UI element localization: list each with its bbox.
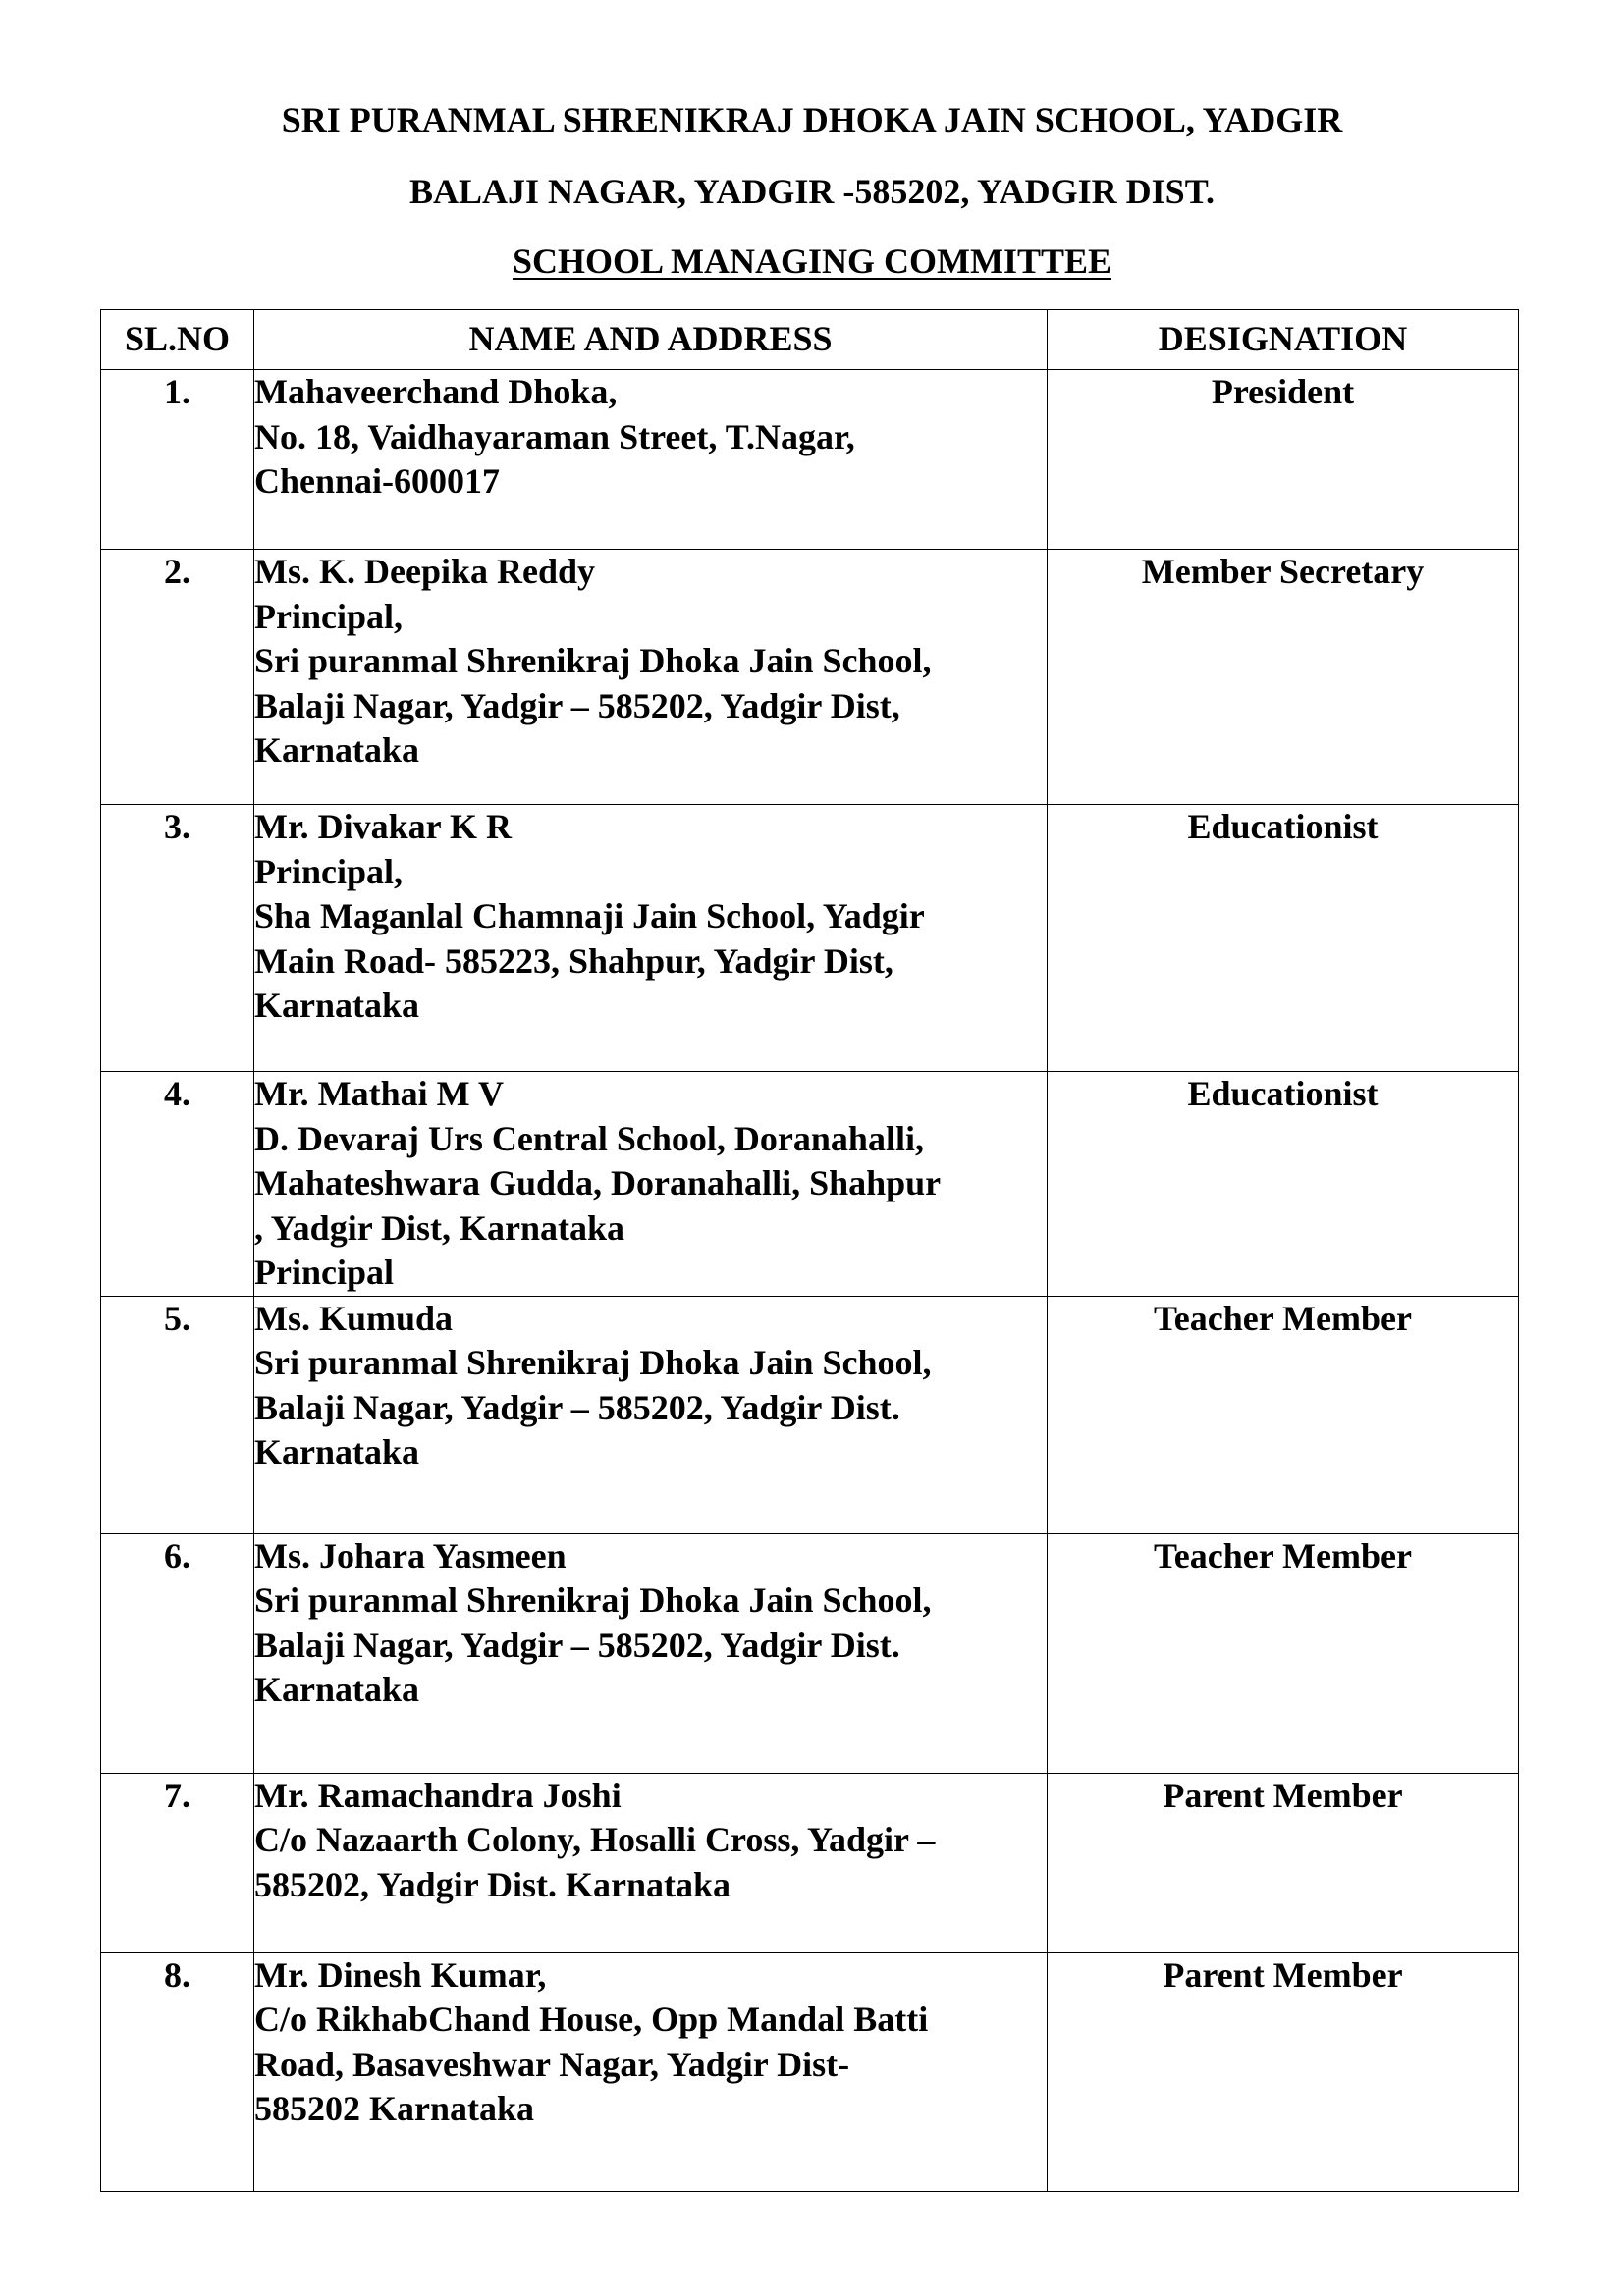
table-row: [101, 370, 1519, 550]
sl-no-cell: 6.: [101, 1533, 254, 1773]
designation-cell: Teacher Member: [1048, 1533, 1519, 1773]
table-row: [101, 1072, 1519, 1297]
designation-cell: Educationist: [1048, 805, 1519, 1072]
committee-table: [100, 309, 1519, 2192]
column-header-name-address: NAME AND ADDRESS: [254, 310, 1048, 370]
committee-title: SCHOOL MANAGING COMMITTEE: [512, 241, 1112, 281]
sl-no-cell: 4.: [101, 1072, 254, 1297]
name-address-cell: Mr. Dinesh Kumar, C/o RikhabChand House, Opp Mandal Batti Road, Basaveshwar Nagar, Yadgir Dist- 585202 Karnataka: [254, 1952, 1048, 2191]
column-header-designation: DESIGNATION: [1048, 310, 1519, 370]
name-address-cell: Mr. Ramachandra Joshi C/o Nazaarth Colony, Hosalli Cross, Yadgir – 585202, Yadgir Dist. Karnataka: [254, 1773, 1048, 1952]
name-address-cell: Ms. Kumuda Sri puranmal Shrenikraj Dhoka Jain School, Balaji Nagar, Yadgir – 585202, Yadgir Dist. Karnataka: [254, 1296, 1048, 1533]
column-header-slno: SL.NO: [101, 310, 254, 370]
designation-cell: Teacher Member: [1048, 1296, 1519, 1533]
table-row: [101, 1773, 1519, 1952]
sl-no-cell: 8.: [101, 1952, 254, 2191]
name-address-cell: Ms. Johara Yasmeen Sri puranmal Shrenikraj Dhoka Jain School, Balaji Nagar, Yadgir – 585202, Yadgir Dist. Karnataka: [254, 1533, 1048, 1773]
designation-cell: President: [1048, 370, 1519, 550]
table-row: [101, 550, 1519, 805]
school-address-heading: BALAJI NAGAR, YADGIR -585202, YADGIR DIST.: [408, 172, 1216, 211]
name-address-cell: Mr. Mathai M V D. Devaraj Urs Central School, Doranahalli, Mahateshwara Gudda, Doranahalli, Shahpur , Yadgir Dist, Karnataka Principal: [254, 1072, 1048, 1297]
table-header-row: [101, 310, 1519, 370]
sl-no-cell: 5.: [101, 1296, 254, 1533]
school-name-heading: SRI PURANMAL SHRENIKRAJ DHOKA JAIN SCHOOL, YADGIR: [281, 100, 1343, 139]
sl-no-cell: 7.: [101, 1773, 254, 1952]
sl-no-cell: 1.: [101, 370, 254, 550]
designation-cell: Parent Member: [1048, 1773, 1519, 1952]
table-row: [101, 1296, 1519, 1533]
designation-cell: Member Secretary: [1048, 550, 1519, 805]
table-row: [101, 1533, 1519, 1773]
name-address-cell: Mahaveerchand Dhoka, No. 18, Vaidhayaraman Street, T.Nagar, Chennai-600017: [254, 370, 1048, 550]
sl-no-cell: 2.: [101, 550, 254, 805]
name-address-cell: Mr. Divakar K R Principal, Sha Maganlal Chamnaji Jain School, Yadgir Main Road- 585223, Shahpur, Yadgir Dist, Karnataka: [254, 805, 1048, 1072]
designation-cell: Parent Member: [1048, 1952, 1519, 2191]
name-address-cell: Ms. K. Deepika Reddy Principal, Sri puranmal Shrenikraj Dhoka Jain School, Balaji Nagar, Yadgir – 585202, Yadgir Dist, Karnataka: [254, 550, 1048, 805]
table-row: [101, 1952, 1519, 2191]
sl-no-cell: 3.: [101, 805, 254, 1072]
table-row: [101, 805, 1519, 1072]
designation-cell: Educationist: [1048, 1072, 1519, 1297]
